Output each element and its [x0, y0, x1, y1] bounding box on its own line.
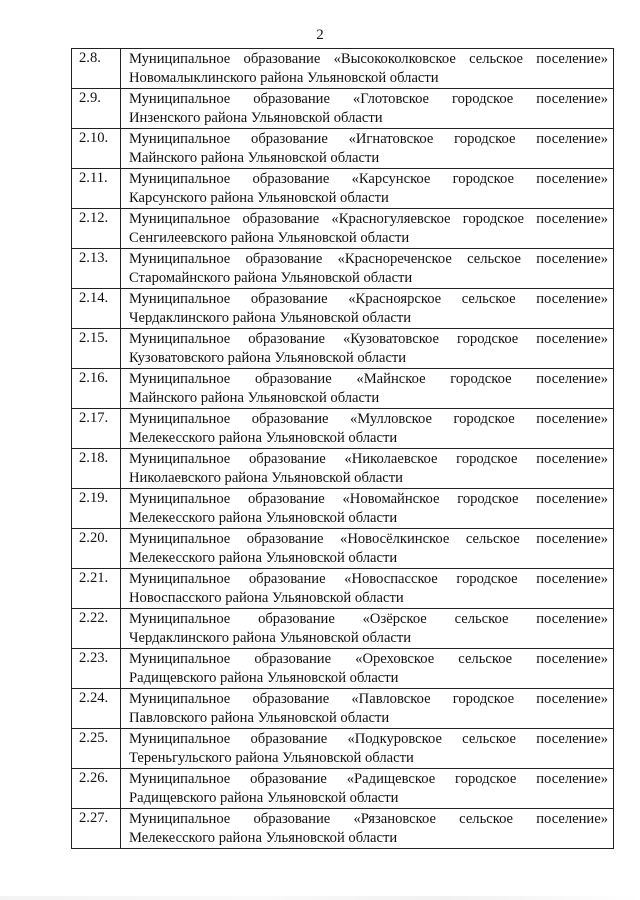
page-number: 2	[316, 27, 324, 43]
municipality-cell	[121, 609, 614, 649]
row-number: 2.11.	[72, 169, 121, 209]
table-row	[72, 169, 614, 209]
district-name: Радищевского района Ульяновской области	[129, 790, 399, 806]
municipality-name: Муниципальное образование «Глотовское городское поселение»	[129, 91, 608, 107]
table-row	[72, 649, 614, 689]
row-number: 2.27.	[72, 809, 121, 849]
district-name: Мелекесского района Ульяновской области	[129, 430, 398, 446]
row-number: 2.17.	[72, 409, 121, 449]
row-number: 2.26.	[72, 769, 121, 809]
row-number: 2.9.	[72, 89, 121, 129]
row-number: 2.10.	[72, 129, 121, 169]
table-row	[72, 569, 614, 609]
table-row	[72, 209, 614, 249]
district-name: Инзенского района Ульяновской области	[129, 110, 383, 126]
table-row	[72, 809, 614, 849]
row-number: 2.22.	[72, 609, 121, 649]
municipality-cell	[121, 449, 614, 489]
district-name: Чердаклинского района Ульяновской области	[129, 630, 412, 646]
municipality-name: Муниципальное образование «Красноярское сельское поселение»	[129, 291, 608, 307]
row-number: 2.14.	[72, 289, 121, 329]
municipality-cell	[121, 569, 614, 609]
table-row	[72, 49, 614, 89]
district-name: Мелекесского района Ульяновской области	[129, 510, 398, 526]
municipality-name: Муниципальное образование «Игнатовское городское поселение»	[129, 131, 608, 147]
table-row	[72, 529, 614, 569]
municipality-cell	[121, 409, 614, 449]
municipality-name: Муниципальное образование «Красногуляевское городское поселение»	[129, 211, 608, 227]
municipality-name: Муниципальное образование «Павловское городское поселение»	[129, 691, 608, 707]
municipality-name: Муниципальное образование «Майнское городское поселение»	[129, 371, 608, 387]
municipality-cell	[121, 289, 614, 329]
table-row	[72, 729, 614, 769]
row-number: 2.13.	[72, 249, 121, 289]
municipality-name: Муниципальное образование «Новомайнское городское поселение»	[129, 491, 608, 507]
district-name: Радищевского района Ульяновской области	[129, 670, 399, 686]
municipality-name: Муниципальное образование «Николаевское городское поселение»	[129, 451, 608, 467]
municipality-cell	[121, 689, 614, 729]
municipality-name: Муниципальное образование «Новоспасское городское поселение»	[129, 571, 608, 587]
municipality-name: Муниципальное образование «Озёрское сельское поселение»	[129, 611, 608, 627]
row-number: 2.19.	[72, 489, 121, 529]
table-row	[72, 489, 614, 529]
municipality-cell	[121, 49, 614, 89]
row-number: 2.8.	[72, 49, 121, 89]
municipality-name: Муниципальное образование «Карсунское городское поселение»	[129, 171, 608, 187]
table-row	[72, 329, 614, 369]
district-name: Майнского района Ульяновской области	[129, 390, 380, 406]
municipality-cell	[121, 369, 614, 409]
municipality-cell	[121, 129, 614, 169]
table-row	[72, 129, 614, 169]
municipality-name: Муниципальное образование «Высококолковское сельское поселение»	[129, 51, 608, 67]
municipality-cell	[121, 529, 614, 569]
district-name: Мелекесского района Ульяновской области	[129, 830, 398, 846]
municipality-name: Муниципальное образование «Подкуровское сельское поселение»	[129, 731, 608, 747]
district-name: Тереньгульского района Ульяновской области	[129, 750, 414, 766]
table-row	[72, 249, 614, 289]
municipality-cell	[121, 249, 614, 289]
district-name: Павловского района Ульяновской области	[129, 710, 390, 726]
district-name: Новомалыклинского района Ульяновской области	[129, 70, 439, 86]
district-name: Мелекесского района Ульяновской области	[129, 550, 398, 566]
row-number: 2.16.	[72, 369, 121, 409]
district-name: Старомайнского района Ульяновской области	[129, 270, 413, 286]
table-row	[72, 289, 614, 329]
municipality-cell	[121, 89, 614, 129]
row-number: 2.15.	[72, 329, 121, 369]
district-name: Майнского района Ульяновской области	[129, 150, 380, 166]
table-row	[72, 449, 614, 489]
municipality-cell	[121, 649, 614, 689]
scan-edge	[0, 896, 640, 900]
row-number: 2.24.	[72, 689, 121, 729]
district-name: Чердаклинского района Ульяновской области	[129, 310, 412, 326]
municipalities-table	[71, 48, 614, 849]
row-number: 2.12.	[72, 209, 121, 249]
municipality-name: Муниципальное образование «Рязановское сельское поселение»	[129, 811, 608, 827]
municipality-cell	[121, 809, 614, 849]
row-number: 2.21.	[72, 569, 121, 609]
municipality-name: Муниципальное образование «Краснореченское сельское поселение»	[129, 251, 608, 267]
municipality-name: Муниципальное образование «Ореховское сельское поселение»	[129, 651, 608, 667]
municipality-name: Муниципальное образование «Кузоватовское городское поселение»	[129, 331, 608, 347]
municipality-cell	[121, 169, 614, 209]
municipality-name: Муниципальное образование «Мулловское городское поселение»	[129, 411, 608, 427]
row-number: 2.23.	[72, 649, 121, 689]
district-name: Сенгилеевского района Ульяновской области	[129, 230, 410, 246]
municipality-cell	[121, 769, 614, 809]
district-name: Николаевского района Ульяновской области	[129, 470, 403, 486]
row-number: 2.20.	[72, 529, 121, 569]
municipality-name: Муниципальное образование «Новосёлкинское сельское поселение»	[129, 531, 608, 547]
district-name: Карсунского района Ульяновской области	[129, 190, 389, 206]
row-number: 2.18.	[72, 449, 121, 489]
municipality-name: Муниципальное образование «Радищевское городское поселение»	[129, 771, 608, 787]
table-row	[72, 769, 614, 809]
table-row	[72, 369, 614, 409]
row-number: 2.25.	[72, 729, 121, 769]
table-row	[72, 89, 614, 129]
table-row	[72, 609, 614, 649]
district-name: Кузоватовского района Ульяновской области	[129, 350, 407, 366]
municipality-cell	[121, 329, 614, 369]
municipality-cell	[121, 209, 614, 249]
district-name: Новоспасского района Ульяновской области	[129, 590, 404, 606]
table-row	[72, 689, 614, 729]
municipality-cell	[121, 729, 614, 769]
municipality-cell	[121, 489, 614, 529]
table-row	[72, 409, 614, 449]
